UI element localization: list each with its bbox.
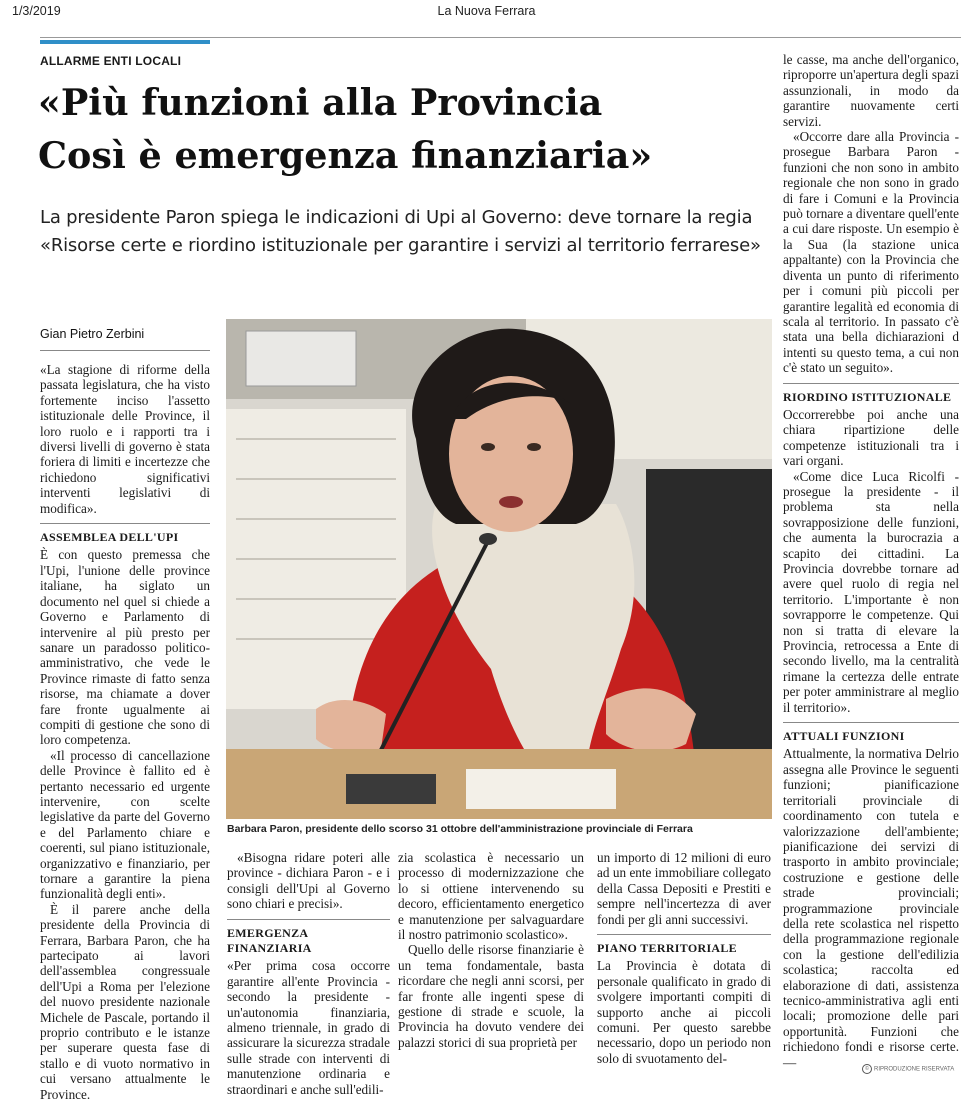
subsection-heading: ATTUALI FUNZIONI	[783, 729, 905, 744]
paragraph: È il parere anche della presidente della Provincia di Ferrara, Barbara Paron, che ha partecipato ai lavori dell'assemblea congressuale dell'Upi a Roma per l'elezione del nuovo presidente nazionale Michele de Pascale, portando il proprio contributo e le istanze per superare questa fase di stallo e di vuoto normativo in cui versano attualmente le Province.	[40, 901, 210, 1102]
paragraph: La Provincia è dotata di personale qualificato in grado di svolgere importanti compiti di supporto anche ai piccoli comuni. Per questo sarebbe necessario, dopo un periodo non solo di svuotamento del-	[597, 958, 771, 1066]
paragraph: «Bisogna ridare poteri alle province - dichiara Paron - e i consigli dell'Upi al Governo sono chiari e precisi».	[227, 850, 390, 912]
photo-caption: Barbara Paron, presidente dello scorso 31 ottobre dell'amministrazione provinciale di Ferrara	[227, 823, 693, 835]
paragraph: Occorrerebbe poi anche una chiara ripartizione delle competenze istituzionali tra i vari organi.	[783, 406, 959, 469]
article-column-2	[227, 850, 390, 1097]
section-label: ALLARME ENTI LOCALI	[40, 54, 182, 68]
subsection-heading: ASSEMBLEA DELL'UPI	[40, 530, 179, 545]
article-column-4	[597, 850, 771, 1066]
subheadline-line-2: «Risorse certe e riordino istituzionale per garantire i servizi al territorio ferrarese»	[40, 235, 761, 256]
paragraph: un importo di 12 milioni di euro ad un ente immobiliare collegato della Cassa Depositi e Prestiti e sempre nell'incertezza di aver fondi per gli anni successivi.	[597, 850, 771, 927]
header-date: 1/3/2019	[12, 4, 61, 18]
divider	[783, 383, 959, 384]
article-column-5	[783, 52, 959, 1070]
subheadline-line-1: La presidente Paron spiega le indicazioni di Upi al Governo: deve tornare la regia	[40, 207, 753, 228]
paragraph: «Come dice Luca Ricolfi - prosegue la presidente - il problema sta nella sovrapposizione delle funzioni, che aumenta la burocrazia a scapito dei cittadini. La Provincia dovrebbe tornare ad avere quel ruolo di regia nel territorio. L'importante è non sovrapporre le competenze. Qui non si tratta di elevare la Provincia, retrocessa a Ente di secondo livello, ma la centralità rimane la certezza delle entrate per poter amministrare al meglio il territorio».	[783, 468, 959, 715]
divider	[40, 523, 210, 524]
subsection-heading: PIANO TERRITORIALE	[597, 941, 737, 956]
author-byline: Gian Pietro Zerbini	[40, 327, 145, 341]
article-column-1	[40, 362, 210, 1102]
copyright-icon: ©	[862, 1064, 872, 1074]
paragraph: Quello delle risorse finanziarie è un tema fondamentale, basta ricordare che negli anni scorsi, per far fronte alle ingenti spese di gestione di strade e scuole, la Provincia ha dovuto vendere dei palazzi storici di sua proprietà per	[398, 942, 584, 1050]
paragraph: È con questo premessa che l'Upi, l'unione delle province italiane, ha siglato un documento nel quel si chiede a Governo e Parlamento di intervenire al più presto per sanare un paradosso politico-amministrativo, che vede le Province rimaste di fatto senza risorse, ma chiamate a dover fare fronte ugualmente ai compiti di gestione che sono di loro competenza.	[40, 547, 210, 748]
copyright-text: RIPRODUZIONE RISERVATA	[874, 1066, 955, 1073]
copyright-notice	[862, 1064, 954, 1074]
paragraph: «Per prima cosa occorre garantire all'ente Provincia - secondo la presidente - un'autonomia finanziaria, almeno triennale, in grado di assicurare la sicurezza stradale sulle strade con interventi di manutenzione ordinaria e straordinari e anche sull'edili-	[227, 958, 390, 1097]
headline	[38, 76, 778, 182]
article-column-3	[398, 850, 584, 1050]
paragraph: zia scolastica è necessario un processo di modernizzazione che lo si ottiene intervenendo su decoro, efficientamento energetico e manutenzione per salvaguardare il nostro patrimonio scolastico».	[398, 850, 584, 943]
divider	[783, 722, 959, 723]
article-photo	[226, 319, 772, 819]
accent-bar	[40, 40, 210, 44]
newspaper-name: La Nuova Ferrara	[437, 4, 536, 18]
headline-line-2: Così è emergenza finanziaria»	[38, 134, 653, 177]
paragraph: Attualmente, la normativa Delrio assegna alle Province le seguenti funzioni; pianificazione territoriali provinciale di coordinamento con tutela e valorizzazione dell'ambiente; pianificazione dei servizi di trasporto in ambito provinciale; costruzione e gestione delle strade provinciali; programmazione provinciale della rete scolastica nel rispetto della programmazione regionale con la gestione dell'edilizia scolastica; raccolta ed elaborazione di dati, assistenza tecnico-amministrativa agli enti locali; promozione delle pari opportunità. Funzioni che richiedono fondi e risorse certe. —	[783, 746, 959, 1070]
headline-line-1: «Più funzioni alla Provincia	[38, 81, 603, 124]
subsection-heading: EMERGENZA FINANZIARIA	[227, 925, 312, 956]
top-rule	[40, 37, 961, 38]
divider	[597, 934, 771, 935]
photo-illustration	[226, 319, 772, 819]
paragraph: «Il processo di cancellazione delle Province è fallito ed è pertanto necessario ed urgente intervenire, con scelte legislative da parte del Governo e del Parlamento chiare e coerenti, sul piano istituzionale, organizzativo e finanziario, per tornare a garantire la piena funzionalità degli enti».	[40, 747, 210, 902]
subsection-heading: RIORDINO ISTITUZIONALE	[783, 389, 952, 404]
subheadline	[40, 204, 780, 260]
paragraph: «Occorre dare alla Provincia - prosegue Barbara Paron - funzioni che non sono in ambito regionale che non sono in grado di fare i Comuni e la Provincia può tornare a diventare quell'ente a cui dare risposte. Un esempio è la Sua (la stazione unica appaltante) con la Provincia che diventa un punto di riferimento per i comuni più piccoli per garantire legalità ed economia di scala al territorio. In passato c'è stata una bella dichiarazioni d intenti su questo tema, a cui non c'è stato un seguito».	[783, 129, 959, 376]
byline-rule	[40, 350, 210, 351]
paragraph: le casse, ma anche dell'organico, riproporre un'apertura degli spazi assunzionali, in modo da garantire nuovamente certi servizi.	[783, 52, 959, 129]
divider	[227, 919, 390, 920]
paragraph: «La stagione di riforme della passata legislatura, che ha visto fortemente inciso l'assetto istituzionale delle Province, il loro ruolo e i rapporti tra i diversi livelli di governo è stata foriera di limiti e incertezze che richiedono significativi interventi legislativi di modifica».	[40, 362, 210, 516]
